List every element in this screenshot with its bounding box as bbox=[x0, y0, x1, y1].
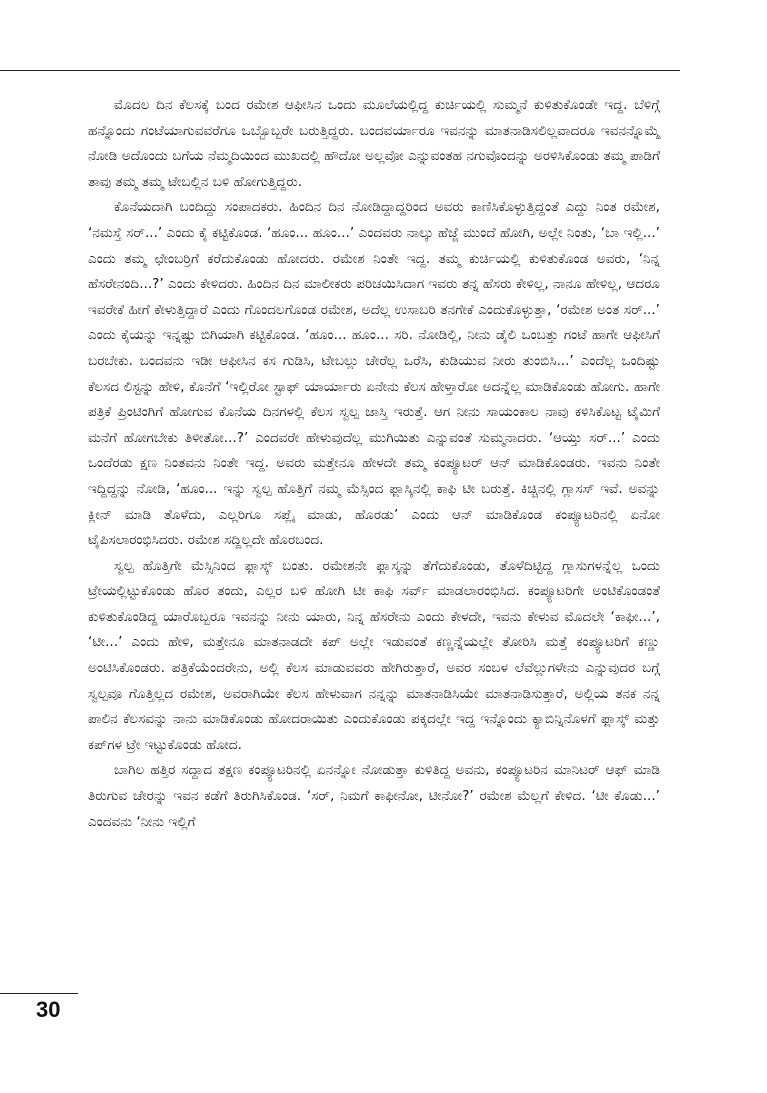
footer-rule bbox=[0, 993, 78, 994]
paragraph-4: ಬಾಗಿಲ ಹತ್ತಿರ ಸದ್ದಾದ ತಕ್ಷಣ ಕಂಪ್ಯೂಟರಿನಲ್ಲಿ ಏನನ್ನೋ ನೋಡುತ್ತಾ ಕುಳಿತಿದ್ದ ಅವನು, ಕಂಪ್ಯೂಟರಿನ ಮಾನಿಟರ್ ಆಫ್ ಮಾಡಿ ತಿರುಗುವ ಚೇರನ್ನು ಇವನ ಕಡೆಗೆ ತಿರುಗಿಸಿಕೊಂಡ. ‘ಸರ್, ನಿಮಗೆ ಕಾಫೀನೋ, ಟೀನೋ?’ ರಮೇಶ ಮೆಲ್ಲಗೆ ಕೇಳಿದ. ‘ಟೀ ಕೊಡು...’ ಎಂದವನು ‘ನೀನು ಇಲ್ಲಿಗೆ bbox=[88, 762, 660, 830]
paragraph-2: ಕೊನೆಯದಾಗಿ ಬಂದಿದ್ದು ಸಂಪಾದಕರು. ಹಿಂದಿನ ದಿನ ನೋಡಿದ್ದಾದ್ದರಿಂದ ಅವರು ಕಾಣಿಸಿಕೊಳ್ಳುತ್ತಿದ್ದಂತೆ ಎದ್ದು ನಿಂತ ರಮೇಶ, ‘ನಮಸ್ತೆ ಸರ್...’ ಎಂದು ಕೈ ಕಟ್ಟಿಕೊಂಡ. ‘ಹೂಂ... ಹೂಂ...’ ಎಂದವರು ನಾಲ್ಕು ಹೆಜ್ಜೆ ಮುಂದೆ ಹೋಗಿ, ಅಲ್ಲೇ ನಿಂತು, ‘ಬಾ ಇಲ್ಲಿ...’ ಎಂದು ತಮ್ಮ ಛೇಂಬರ್ರಿಗೆ ಕರೆದುಕೊಂಡು ಹೋದರು. ರಮೇಶ ನಿಂತೇ ಇದ್ದ. ತಮ್ಮ ಕುರ್ಚಿಯಲ್ಲಿ ಕುಳಿತುಕೊಂಡ ಅವರು, ‘ನಿನ್ನ ಹೆಸರೇನಂದಿ...?’ ಎಂದು ಕೇಳಿದರು. ಹಿಂದಿನ ದಿನ ಮಾಲೀಕರು ಪರಿಚಯಿಸಿದಾಗ ಇವರು ತನ್ನ ಹೆಸರು ಕೇಳಿಲ್ಲ, ನಾನೂ ಹೇಳಿಲ್ಲ, ಆದರೂ ಇವರೇಕೆ ಹೀಗೆ ಕೇಳುತ್ತಿದ್ದಾರೆ ಎಂದು ಗೊಂದಲಗೊಂಡ ರಮೇಶ, ಅದೆಲ್ಲ ಉಸಾಬರಿ ತನಗೇಕೆ ಎಂದುಕೊಳ್ಳುತ್ತಾ, ‘ರಮೇಶ ಅಂತ ಸರ್...’ ಎಂದು ಕೈಯನ್ನು ಇನ್ನಷ್ಟು ಬಿಗಿಯಾಗಿ ಕಟ್ಟಿಕೊಂಡ. ‘ಹೂಂ... ಹೂಂ... ಸರಿ. ನೋಡಿಲ್ಲಿ, ನೀನು ಡೈಲಿ ಒಂಬತ್ತು ಗಂಟೆ ಹಾಗೇ ಆಫೀಸಿಗೆ ಬರಬೇಕು. ಬಂದವನು ಇಡೀ ಆಫೀಸಿನ ಕಸ ಗುಡಿಸಿ, ಟೇಬಲ್ಲು ಚೇರೆಲ್ಲ ಒರೆಸಿ, ಕುಡಿಯುವ ನೀರು ತುಂಬಿಸಿ...’ ಎಂದೆಲ್ಲ ಒಂದಿಷ್ಟು ಕೆಲಸದ ಲಿಸ್ಟನ್ನು ಹೇಳಿ, ಕೊನೆಗೆ ‘ಇಲ್ಲಿರೋ ಸ್ಟಾಫ್ ಯಾರ್ಯಾರು ಏನೇನು ಕೆಲಸ ಹೇಳ್ತಾರೋ ಅದನ್ನೆಲ್ಲ ಮಾಡಿಕೊಂಡು ಹೋಗು. ಹಾಗೇ ಪತ್ರಿಕೆ ಪ್ರಿಂಟಿಂಗಿಗೆ ಹೋಗುವ ಕೊನೆಯ ದಿನಗಳಲ್ಲಿ ಕೆಲಸ ಸ್ವಲ್ಪ ಜಾಸ್ತಿ ಇರುತ್ತೆ. ಆಗ ನೀನು ಸಾಯಂಕಾಲ ನಾವು ಕಳಿಸಿಕೊಟ್ಟ ಟೈಮಿಗೆ ಮನೆಗೆ ಹೋಗಬೇಕು ತಿಳೀತೋ...?’ ಎಂದವರೇ ಹೇಳುವುದೆಲ್ಲ ಮುಗಿಯಿತು ಎನ್ನುವಂತೆ ಸುಮ್ಮನಾದರು. ‘ಆಯ್ತು ಸರ್...’ ಎಂದು ಒಂದೆರಡು ಕ್ಷಣ ನಿಂತವನು ನಿಂತೇ ಇದ್ದ. ಅವರು ಮತ್ತೇನೂ ಹೇಳದೇ ತಮ್ಮ ಕಂಪ್ಯೂಟರ್ ಆನ್ ಮಾಡಿಕೊಂಡರು. ಇವನು ನಿಂತೇ ಇದ್ದಿದ್ದನ್ನು ನೋಡಿ, ‘ಹೂಂ... ಇನ್ನು ಸ್ವಲ್ಪ ಹೊತ್ತಿಗೆ ನಮ್ಮ ಮೆಸ್ಸಿಂದ ಫ್ಲಾಸ್ಕಿನಲ್ಲಿ ಕಾಫಿ ಟೀ ಬರುತ್ತೆ. ಕಿಚ್ಚಿನಲ್ಲಿ ಗ್ಲಾಸಸ್ ಇವೆ. ಅವನ್ನು ಕ್ಲೀನ್ ಮಾಡಿ ತೊಳೆದು, ಎಲ್ಲರಿಗೂ ಸಪ್ಲೈ ಮಾಡು, ಹೊರಡು’ ಎಂದು ಆನ್ ಮಾಡಿಕೊಂಡ ಕಂಪ್ಯೂಟರಿನಲ್ಲಿ ಏನೋ ಟೈಪಿಸಲಾರಂಭಿಸಿದರು. ರಮೇಶ ಸದ್ದಿಲ್ಲದೇ ಹೊರಬಂದ. bbox=[88, 199, 660, 549]
paragraph-1: ಮೊದಲ ದಿನ ಕೆಲಸಕ್ಕೆ ಬಂದ ರಮೇಶ ಆಫೀಸಿನ ಒಂದು ಮೂಲೆಯಲ್ಲಿದ್ದ ಕುರ್ಚಿಯಲ್ಲಿ ಸುಮ್ಮನೆ ಕುಳಿತುಕೊಂಡೇ ಇದ್ದ. ಬೆಳಿಗ್ಗೆ ಹನ್ನೊಂದು ಗಂಟೆಯಾಗುವವರೆಗೂ ಒಬ್ಬೊಬ್ಬರೇ ಬರುತ್ತಿದ್ದರು. ಬಂದವರ್ಯಾರೂ ಇವನನ್ನು ಮಾತನಾಡಿಸಲಿಲ್ಲವಾದರೂ ಇವನನ್ನೊಮ್ಮೆ ನೋಡಿ ಅದೊಂದು ಬಗೆಯ ನೆಮ್ಮದಿಯಿಂದ ಮುಖದಲ್ಲಿ ಹೌದೋ ಅಲ್ಲವೋ ಎನ್ನುವಂತಹ ನಗುವೊಂದನ್ನು ಅರಳಿಸಿಕೊಂಡು ತಮ್ಮ ಪಾಡಿಗೆ ತಾವು ತಮ್ಮ ತಮ್ಮ ಟೇಬಲ್ಲಿನ ಬಳಿ ಹೋಗುತ್ತಿದ್ದರು. bbox=[88, 97, 660, 190]
header-rule bbox=[0, 70, 680, 71]
paragraph-3: ಸ್ವಲ್ಪ ಹೊತ್ತಿಗೇ ಮೆಸ್ಸಿನಿಂದ ಫ್ಲಾಸ್ಕ್ ಬಂತು. ರಮೇಶನೇ ಫ್ಲಾಸ್ಕನ್ನು ತೆಗೆದುಕೊಂಡು, ತೊಳೆದಿಟ್ಟಿದ್ದ ಗ್ಲಾಸುಗಳನ್ನೆಲ್ಲ ಒಂದು ಟ್ರೇಯಲ್ಲಿಟ್ಟುಕೊಂಡು ಹೊರ ತಂದು, ಎಲ್ಲರ ಬಳಿ ಹೋಗಿ ಟೀ ಕಾಫಿ ಸರ್ವ್ ಮಾಡಲಾರಂಭಿಸಿದ. ಕಂಪ್ಯೂಟರಿಗೇ ಅಂಟಿಕೊಂಡಂತೆ ಕುಳಿತುಕೊಂಡಿದ್ದ ಯಾರೊಬ್ಬರೂ ಇವನನ್ನು ನೀನು ಯಾರು, ನಿನ್ನ ಹೆಸರೇನು ಎಂದು ಕೇಳದೇ, ಇವನು ಕೇಳುವ ಮೊದಲೇ ‘ಕಾಫೀ...’, ‘ಟೀ...’ ಎಂದು ಹೇಳಿ, ಮತ್ತೇನೂ ಮಾತನಾಡದೇ ಕಪ್ ಅಲ್ಲೇ ಇಡುವಂತೆ ಕಣ್ಣನ್ನೆಯಲ್ಲೇ ತೋರಿಸಿ ಮತ್ತೆ ಕಂಪ್ಯೂಟರಿಗೆ ಕಣ್ಣು ಅಂಟಿಸಿಕೊಂಡರು. ಪತ್ರಿಕೆಯೆಂದರೇನು, ಅಲ್ಲಿ ಕೆಲಸ ಮಾಡುವವರು ಹೇಗಿರುತ್ತಾರೆ, ಅವರ ಸಂಬಳ ಲೆವೆಲ್ಲುಗಳೇನು ಎನ್ನುವುದರ ಬಗ್ಗೆ ಸ್ವಲ್ಪವೂ ಗೊತ್ತಿಲ್ಲದ ರಮೇಶ, ಅವರಾಗಿಯೇ ಕೆಲಸ ಹೇಳುವಾಗ ನನ್ನನ್ನು ಮಾತನಾಡಿಸಿಯೇ ಮಾತನಾಡಿಸುತ್ತಾರೆ, ಅಲ್ಲಿಯ ತನಕ ನನ್ನ ಪಾಲಿನ ಕೆಲಸವನ್ನು ನಾನು ಮಾಡಿಕೊಂಡು ಹೋದರಾಯಿತು ಎಂದುಕೊಂಡು ಪಕ್ಕದಲ್ಲೇ ಇದ್ದ ಇನ್ನೊಂದು ಕ್ಯಾಬಿನ್ನಿನೊಳಗೆ ಫ್ಲಾಸ್ಕ್ ಮತ್ತು ಕಪ್‌ಗಳ ಟ್ರೇ ಇಟ್ಟುಕೊಂಡು ಹೋದ. bbox=[88, 557, 660, 753]
story-text bbox=[88, 93, 660, 835]
page-number: 30 bbox=[36, 997, 61, 1022]
